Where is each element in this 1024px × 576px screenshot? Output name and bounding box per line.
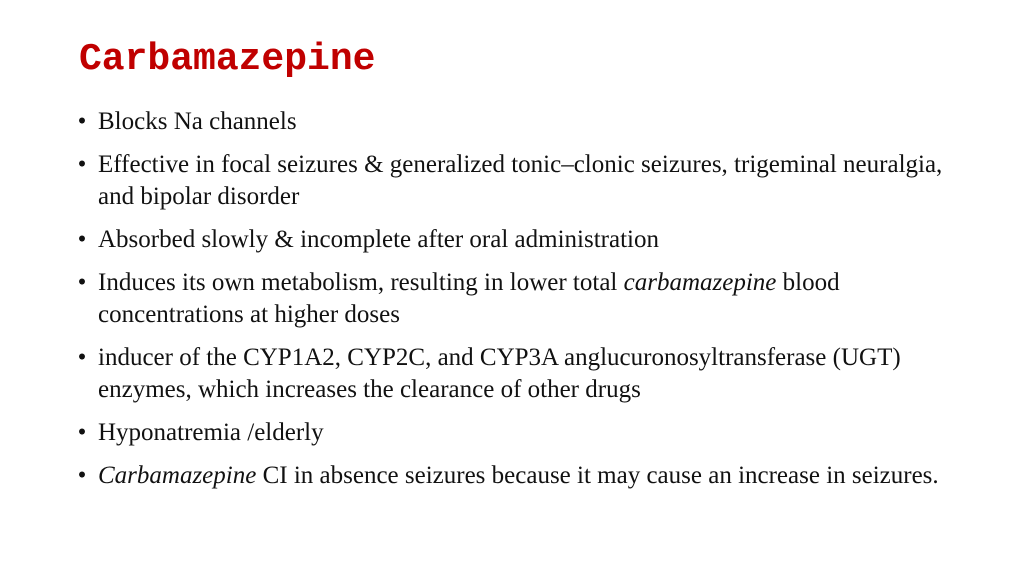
bullet-item (72, 460, 982, 492)
bullet-item (72, 106, 982, 138)
bullet-icon: • (77, 151, 87, 178)
bullet-text-italic-drug: carbamazepine (623, 269, 777, 296)
bullet-text: Effective in focal seizures & generalized tonic–clonic seizures, trigeminal neuralgia, and bipolar disorder (98, 151, 943, 210)
bullet-item (72, 224, 982, 256)
bullet-text: Absorbed slowly & incomplete after oral administration (98, 226, 659, 253)
bullet-icon: • (77, 108, 87, 135)
bullet-icon: • (77, 269, 87, 296)
bullet-text-end: blood concentrations at higher doses (98, 269, 840, 328)
bullet-list (72, 106, 982, 503)
bullet-item (72, 149, 982, 213)
bullet-text: inducer of the CYP1A2, CYP2C, and CYP3A anglucuronosyltransferase (UGT) enzymes, which increases the clearance of other drugs (98, 344, 901, 403)
bullet-icon: • (77, 462, 87, 489)
bullet-item (72, 417, 982, 449)
bullet-text: Blocks Na channels (98, 108, 297, 135)
bullet-text: Hyponatremia /elderly (98, 419, 324, 446)
bullet-icon: • (77, 344, 87, 371)
bullet-icon: • (77, 419, 87, 446)
slide-title: Carbamazepine (79, 38, 376, 81)
bullet-item (72, 267, 982, 331)
bullet-text-start: Induces its own metabolism, resulting in lower total (98, 269, 624, 296)
bullet-text-italic-drug: Carbamazepine (98, 462, 257, 489)
bullet-icon: • (77, 226, 87, 253)
bullet-text-end: CI in absence seizures because it may cause an increase in seizures. (256, 462, 939, 489)
bullet-item (72, 342, 982, 406)
